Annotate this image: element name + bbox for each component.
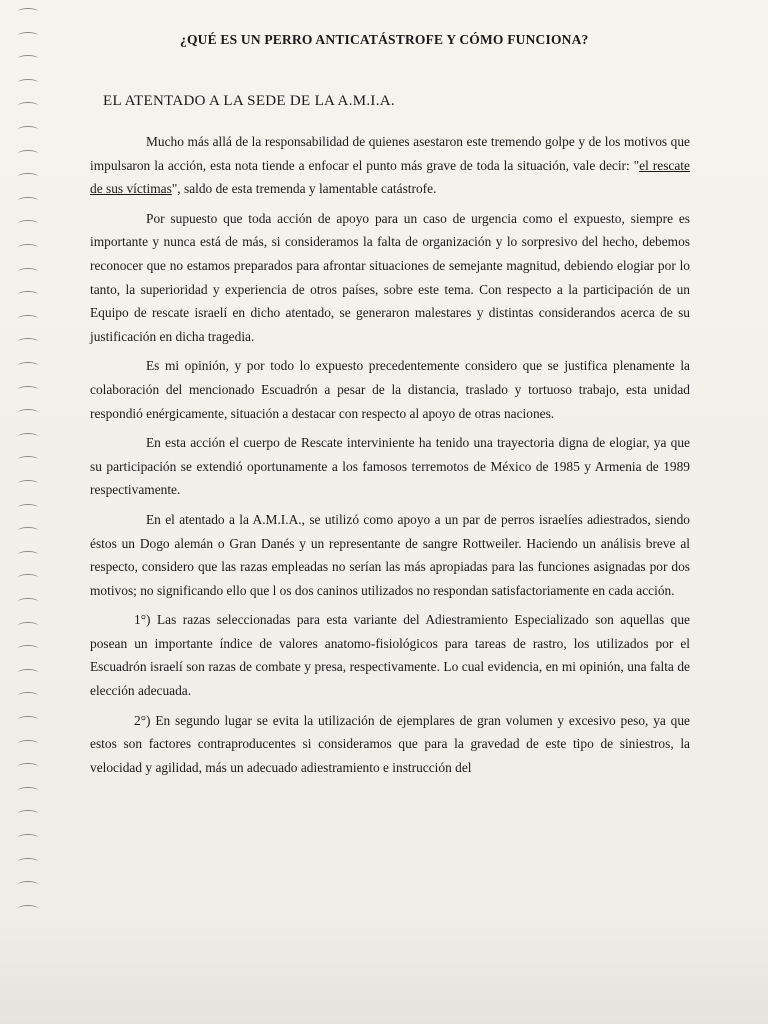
binder-hole: [18, 362, 38, 369]
binder-hole: [18, 810, 38, 817]
paragraph-1-after: ", saldo de esta tremenda y lamentable catástrofe.: [171, 181, 437, 197]
binder-hole: [18, 315, 38, 322]
binder-hole: [18, 645, 38, 652]
paragraph-6: 1°) Las razas seleccionadas para esta variante del Adiestramiento Especializado son aquellas que posean un importante índice de valores anatomo-fisiológicos para tareas de rastro, los utilizados por el Escuadrón israelí son razas de combate y presa, respectivamente. Lo cual evidencia, en mi opinión, una falta de elección adecuada.: [90, 612, 690, 699]
paragraph-7: 2°) En segundo lugar se evita la utilización de ejemplares de gran volumen y excesivo peso, ya que estos son factores contraproducentes si consideramos que para la gravedad de este tipo de siniestros, la velocidad y agilidad, más un adecuado adiestramiento e instrucción del: [90, 712, 690, 775]
binder-hole: [18, 622, 38, 629]
section-heading: EL ATENTADO A LA SEDE DE LA A.M.I.A.: [103, 93, 395, 109]
binder-holes: [18, 8, 42, 918]
binder-hole: [18, 32, 38, 39]
binder-hole: [18, 8, 38, 15]
paragraph-1-underlined: el rescate de sus víctimas: [90, 157, 690, 197]
binder-hole: [18, 716, 38, 723]
binder-hole: [18, 858, 38, 865]
binder-hole: [18, 504, 38, 511]
binder-hole: [18, 244, 38, 251]
binder-hole: [18, 55, 38, 62]
binder-hole: [18, 409, 38, 416]
page-bottom-shadow: [0, 915, 768, 1024]
binder-hole: [18, 740, 38, 747]
binder-hole: [18, 669, 38, 676]
paragraph-3: Es mi opinión, y por todo lo expuesto precedentemente considero que se justifica plenamente la colaboración del mencionado Escuadrón a pesar de la distancia, traslado y tortuoso trabajo, esta unidad respondió enérgicamente, situación a destacar con respecto al apoyo de otras naciones.: [90, 358, 690, 421]
binder-hole: [18, 834, 38, 841]
binder-hole: [18, 150, 38, 157]
binder-hole: [18, 905, 38, 912]
paragraph-1-before: Mucho más allá de la responsabilidad de quienes asestaron este tremendo golpe y de los motivos que impulsaron la acción, esta nota tiende a enfocar el punto más grave de toda la situación, vale decir: ": [90, 134, 690, 173]
binder-hole: [18, 79, 38, 86]
binder-hole: [18, 126, 38, 133]
binder-hole: [18, 598, 38, 605]
binder-hole: [18, 102, 38, 109]
binder-hole: [18, 692, 38, 699]
paragraph-5: En el atentado a la A.M.I.A., se utilizó como apoyo a un par de perros israelíes adiestrados, siendo éstos un Dogo alemán o Gran Danés y un representante de sangre Rottweiler. Haciendo un análisis breve al respecto, considero que las razas empleadas no serían las más apropiadas para las funciones asignadas por dos motivos; no significando ello que l os dos caninos utilizados no respondan satisfactoriamente en cada acción.: [90, 511, 690, 598]
binder-hole: [18, 763, 38, 770]
binder-hole: [18, 197, 38, 204]
binder-hole: [18, 338, 38, 345]
body-text: [90, 130, 690, 785]
binder-hole: [18, 173, 38, 180]
binder-hole: [18, 574, 38, 581]
paragraph-2: Por supuesto que toda acción de apoyo para un caso de urgencia como el expuesto, siempre es importante y nunca está de más, si consideramos la falta de organización y lo sorpresivo del hecho, debemos reconocer que no estamos preparados para afrontar situaciones de semejante magnitud, debiendo elogiar por lo tanto, la superioridad y experiencia de otros países, sobre este tema. Con respecto a la participación de un Equipo de rescate israelí en dicho atentado, se generaron malestares y distintas considerandos acerca de su justificación en dicha tragedia.: [90, 210, 690, 344]
page-title: ¿QUÉ ES UN PERRO ANTICATÁSTROFE Y CÓMO FUNCIONA?: [180, 32, 589, 47]
binder-hole: [18, 268, 38, 275]
paragraph-1: [90, 130, 690, 201]
binder-hole: [18, 527, 38, 534]
binder-hole: [18, 551, 38, 558]
binder-hole: [18, 386, 38, 393]
paragraph-4: En esta acción el cuerpo de Rescate interviniente ha tenido una trayectoria digna de elogiar, ya que su participación se extendió oportunamente a los famosos terremotos de México de 1985 y Armenia de 1989 respectivamente.: [90, 435, 690, 498]
binder-hole: [18, 456, 38, 463]
binder-hole: [18, 220, 38, 227]
binder-hole: [18, 881, 38, 888]
binder-hole: [18, 480, 38, 487]
binder-hole: [18, 787, 38, 794]
binder-hole: [18, 291, 38, 298]
binder-hole: [18, 433, 38, 440]
